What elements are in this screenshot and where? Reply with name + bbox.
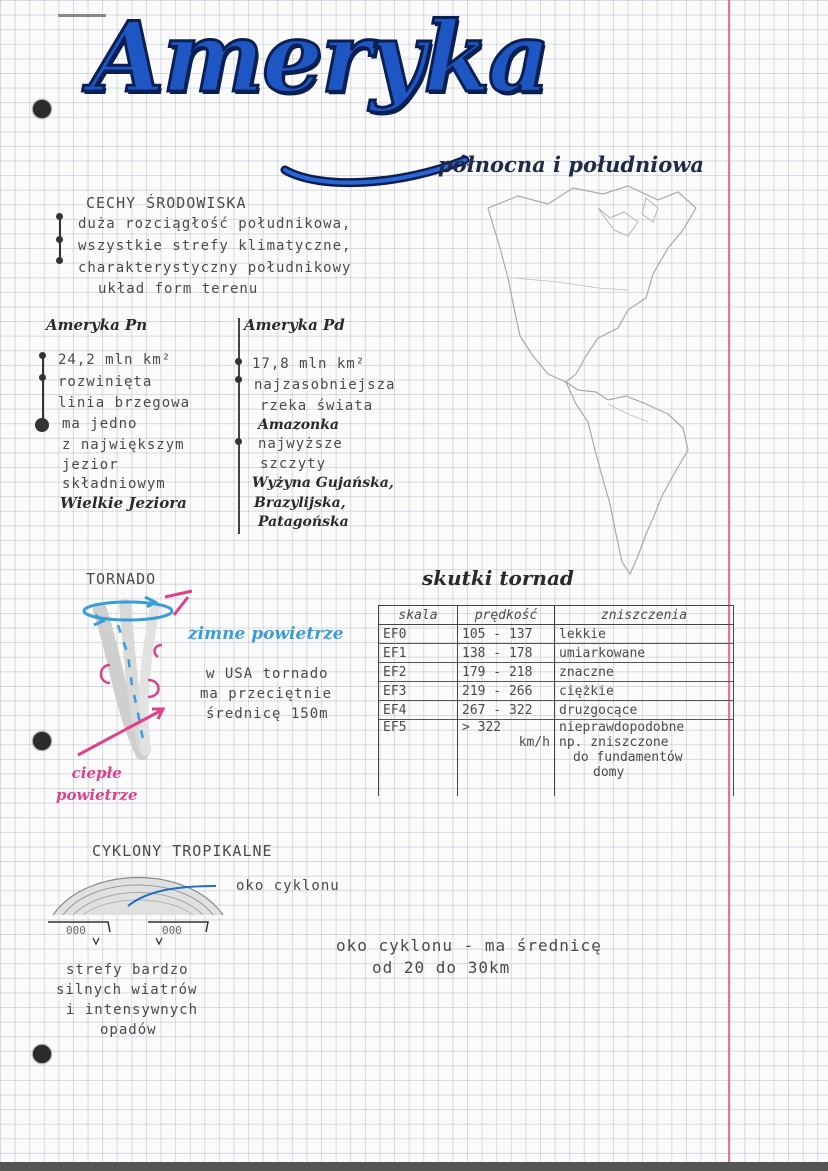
cell-line: > 322 (462, 720, 502, 735)
south-line: najwyższe (258, 436, 343, 452)
table-cell (555, 720, 734, 797)
bullet-dot (235, 376, 242, 383)
north-timeline (42, 354, 44, 428)
north-line: z największym (62, 437, 185, 453)
south-line: Amazonka (258, 417, 339, 433)
table-header-cell: zniszczenia (555, 606, 734, 625)
cyclone-illustration (48, 870, 228, 950)
south-line: rzeka świata (260, 398, 374, 414)
north-line: jezior (62, 457, 119, 473)
south-line: Patagońska (258, 514, 349, 530)
table-header-cell: skala (379, 606, 458, 625)
south-line: 17,8 mln km² (252, 356, 366, 372)
cold-air-label: zimne powietrze (188, 624, 344, 644)
table-cell: 105 - 137 (458, 625, 555, 644)
north-line: ma jedno (62, 416, 138, 432)
cechy-heading: CECHY ŚRODOWISKA (86, 194, 247, 212)
south-heading: Ameryka Pd (244, 316, 345, 334)
bullet-dot (35, 418, 49, 432)
cell-line: np. zniszczone (559, 735, 669, 750)
tornado-fact-line: ma przeciętnie (200, 686, 333, 702)
north-line: Wielkie Jeziora (60, 494, 187, 512)
table-cell: lekkie (555, 625, 734, 644)
page-bottom-edge (0, 1162, 828, 1171)
cechy-line: duża rozciągłość południkowa, (78, 216, 352, 232)
south-line: Wyżyna Gujańska, (252, 475, 394, 491)
table-cell: ciężkie (555, 682, 734, 701)
bullet-dot (39, 374, 46, 381)
skutki-heading: skutki tornad (422, 566, 574, 590)
south-line: szczyty (260, 456, 327, 472)
cell-line: km/h (518, 735, 550, 750)
cell-line: do fundamentów (573, 750, 683, 765)
table-row (379, 644, 734, 663)
margin-line (728, 0, 730, 1171)
cyklon-fact-line: od 20 do 30km (372, 958, 511, 977)
cell-line: nieprawdopodobne (559, 720, 685, 735)
table-cell: druzgocące (555, 701, 734, 720)
cyklony-heading: CYKLONY TROPIKALNE (92, 842, 273, 860)
north-line: 24,2 mln km² (58, 352, 172, 368)
table-cell: EF2 (379, 663, 458, 682)
warm-air-label-line: powietrze (56, 786, 138, 804)
cyklon-fact-line: oko cyklonu - ma średnicę (336, 936, 602, 955)
south-line: najzasobniejsza (254, 377, 396, 393)
bullet-dot (56, 236, 63, 243)
warm-air-label-line: ciepłe (71, 764, 122, 782)
tornado-scale-table (378, 605, 734, 796)
punch-hole (33, 732, 51, 750)
table-cell: 267 - 322 (458, 701, 555, 720)
table-cell: znaczne (555, 663, 734, 682)
svg-text:000: 000 (162, 924, 182, 937)
table-cell: 138 - 178 (458, 644, 555, 663)
strefy-line: strefy bardzo (66, 962, 189, 978)
bullet-dot (39, 352, 46, 359)
bullet-dot (56, 257, 63, 264)
table-cell (458, 720, 555, 797)
bullet-dot (56, 213, 63, 220)
cell-line: domy (593, 765, 625, 780)
table-cell: 219 - 266 (458, 682, 555, 701)
north-line: linia brzegowa (58, 395, 191, 411)
tornado-fact-line: średnicę 150m (206, 706, 329, 722)
page-subtitle: północna i południowa (438, 152, 704, 177)
table-row (379, 682, 734, 701)
table-row (379, 701, 734, 720)
punch-hole (33, 100, 51, 118)
tornado-heading: TORNADO (86, 570, 157, 588)
table-cell: EF1 (379, 644, 458, 663)
strefy-line: i intensywnych (66, 1002, 199, 1018)
south-line: Brazylijska, (254, 495, 346, 511)
table-header-cell: prędkość (458, 606, 555, 625)
table-row (379, 720, 734, 797)
table-row (379, 663, 734, 682)
table-header-row (379, 606, 734, 625)
table-row (379, 625, 734, 644)
tornado-illustration (70, 585, 200, 765)
north-line: rozwinięta (58, 374, 153, 390)
table-cell: EF0 (379, 625, 458, 644)
svg-text:000: 000 (66, 924, 86, 937)
cechy-line: charakterystyczny południkowy (78, 260, 352, 276)
warm-air-label (56, 762, 138, 806)
cechy-line: wszystkie strefy klimatyczne, (78, 238, 352, 254)
cechy-line: układ form terenu (98, 281, 259, 297)
table-cell: EF5 (379, 720, 458, 797)
page-title: Ameryka (90, 1, 549, 114)
table-cell: umiarkowane (555, 644, 734, 663)
column-divider (238, 318, 240, 534)
bullet-dot (235, 358, 242, 365)
north-heading: Ameryka Pn (46, 316, 148, 334)
table-cell: EF4 (379, 701, 458, 720)
americas-map (478, 178, 728, 578)
table-cell: 179 - 218 (458, 663, 555, 682)
north-line: składniowym (62, 476, 166, 492)
eye-label: oko cyklonu (236, 878, 340, 894)
bullet-dot (235, 438, 242, 445)
tornado-fact-line: w USA tornado (206, 666, 329, 682)
strefy-line: silnych wiatrów (56, 982, 198, 998)
table-cell: EF3 (379, 682, 458, 701)
punch-hole (33, 1045, 51, 1063)
strefy-line: opadów (100, 1022, 157, 1038)
